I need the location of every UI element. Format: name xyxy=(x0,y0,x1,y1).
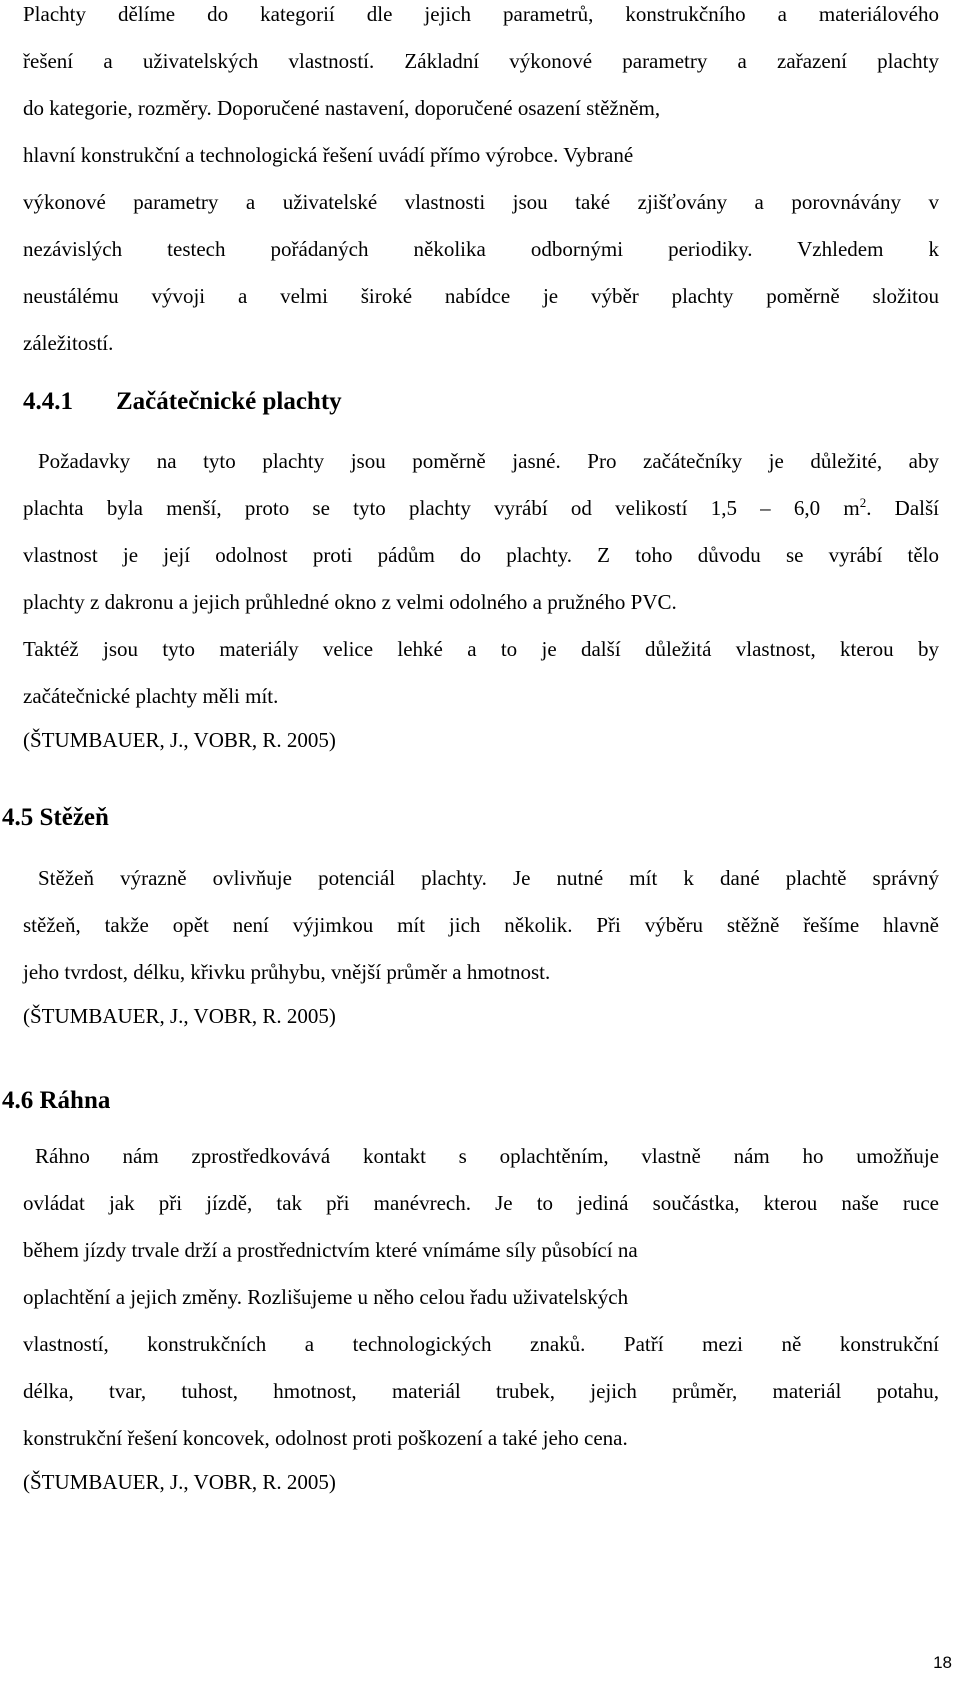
paragraph-booms xyxy=(23,1133,939,1502)
text-line: oplachtění a jejich změny. Rozlišujeme u něho celou řadu uživatelských xyxy=(23,1285,629,1309)
text-line xyxy=(23,485,939,532)
text-line: Plachty dělíme do kategorií dle jejich parametrů, konstrukčního a materiálového xyxy=(23,2,939,26)
section-heading-4-5: 4.5 Stěžeň xyxy=(2,804,109,831)
text-line: nezávislých testech pořádaných několika odbornými periodiky. Vzhledem k xyxy=(23,237,939,261)
text-line: ovládat jak při jízdě, tak při manévrech. Je to jediná součástka, kterou naše ruce xyxy=(23,1191,939,1215)
text-line: záležitostí. xyxy=(23,331,114,355)
section-heading-4-6: 4.6 Ráhna xyxy=(2,1087,111,1114)
citation: (ŠTUMBAUER, J., VOBR, R. 2005) xyxy=(23,1004,336,1028)
text-line: neustálému vývoji a velmi široké nabídce je výběr plachty poměrně složitou xyxy=(23,284,939,308)
text-line: konstrukční řešení koncovek, odolnost proti poškození a také jeho cena. xyxy=(23,1426,628,1450)
text-line: výkonové parametry a uživatelské vlastnosti jsou také zjišťovány a porovnávány v xyxy=(23,190,939,214)
paragraph-beginner-sails xyxy=(23,438,939,760)
text-line: do kategorie, rozměry. Doporučené nastavení, doporučené osazení stěžněm, xyxy=(23,96,661,120)
text-line-part: . Další xyxy=(866,496,939,520)
text-line: vlastností, konstrukčních a technologických znaků. Patří mezi ně konstrukční xyxy=(23,1332,939,1356)
citation: (ŠTUMBAUER, J., VOBR, R. 2005) xyxy=(23,1470,336,1494)
text-line: hlavní konstrukční a technologická řešení uvádí přímo výrobce. Vybrané xyxy=(23,143,634,167)
text-line: jeho tvrdost, délku, křivku průhybu, vnější průměr a hmotnost. xyxy=(23,960,551,984)
section-number: 4.4.1 xyxy=(23,388,73,415)
citation: (ŠTUMBAUER, J., VOBR, R. 2005) xyxy=(23,728,336,752)
text-line: Stěžeň výrazně ovlivňuje potenciál plachty. Je nutné mít k dané plachtě správný xyxy=(38,866,939,890)
page-number: 18 xyxy=(933,1653,952,1672)
text-line: délka, tvar, tuhost, hmotnost, materiál trubek, jejich průměr, materiál potahu, xyxy=(23,1379,939,1403)
text-line: začátečnické plachty měli mít. xyxy=(23,684,279,708)
section-heading-4-4-1 xyxy=(23,388,342,416)
text-line: Požadavky na tyto plachty jsou poměrně jasné. Pro začátečníky je důležité, aby xyxy=(38,449,939,473)
text-line-part: plachta byla menší, proto se tyto plachty vyrábí od velikostí 1,5 – 6,0 m xyxy=(23,496,860,520)
paragraph-mast xyxy=(23,855,939,1036)
text-line: plachty z dakronu a jejich průhledné okno z velmi odolného a pružného PVC. xyxy=(23,590,677,614)
text-line: vlastnost je její odolnost proti pádům do plachty. Z toho důvodu se vyrábí tělo xyxy=(23,543,939,567)
superscript: 2 xyxy=(859,495,867,510)
text-line: během jízdy trvale drží a prostřednictvím které vnímáme síly působící na xyxy=(23,1238,638,1262)
text-line: stěžeň, takže opět není výjimkou mít jich několik. Při výběru stěžně řešíme hlavně xyxy=(23,913,939,937)
text-line: Ráhno nám zprostředkovává kontakt s oplachtěním, vlastně nám ho umožňuje xyxy=(35,1144,939,1168)
text-line: řešení a uživatelských vlastností. Základní výkonové parametry a zařazení plachty xyxy=(23,49,939,73)
paragraph-intro xyxy=(23,0,939,367)
section-title: Začátečnické plachty xyxy=(116,388,342,415)
text-line: Taktéž jsou tyto materiály velice lehké a to je další důležitá vlastnost, kterou by xyxy=(23,637,939,661)
